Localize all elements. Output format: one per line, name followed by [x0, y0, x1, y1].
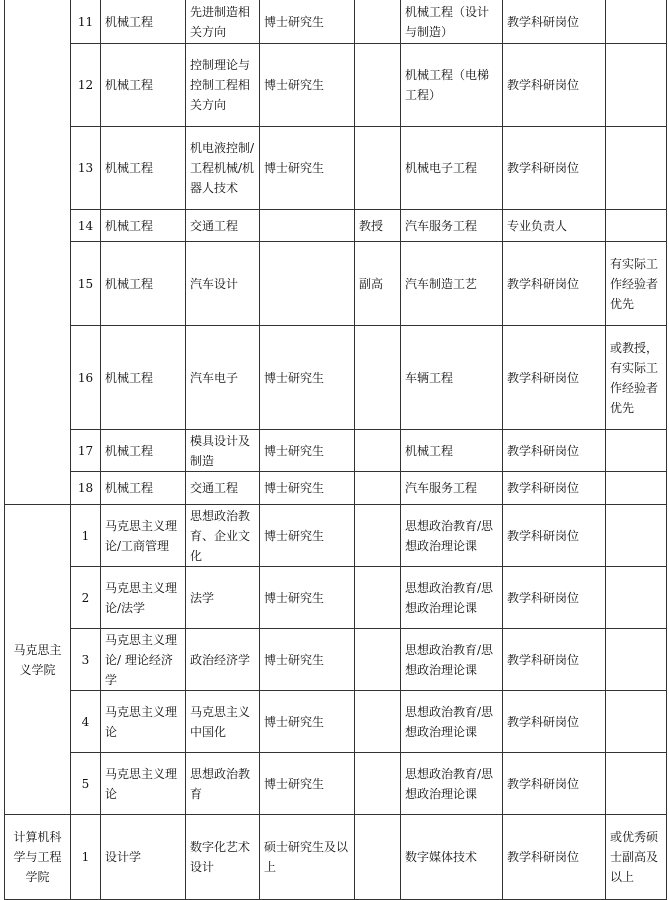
note-cell: 有实际工作经验者优先	[606, 242, 667, 326]
note-cell	[606, 753, 667, 815]
course-cell: 机械电子工程	[401, 127, 503, 210]
direction-cell: 机电液控制/工程机械/机器人技术	[186, 127, 260, 210]
major-cell: 机械工程	[101, 326, 186, 430]
note-cell	[606, 629, 667, 691]
row-number: 11	[71, 0, 101, 44]
note-cell	[606, 430, 667, 472]
row-number: 18	[71, 472, 101, 505]
degree-cell: 博士研究生	[260, 127, 355, 210]
degree-cell: 博士研究生	[260, 505, 355, 567]
major-cell: 机械工程	[101, 472, 186, 505]
direction-cell: 思想政治教育	[186, 753, 260, 815]
row-number: 15	[71, 242, 101, 326]
course-cell: 汽车服务工程	[401, 472, 503, 505]
direction-cell: 思想政治教育、企业文化	[186, 505, 260, 567]
table-row	[5, 326, 667, 430]
degree-cell: 硕士研究生及以上	[260, 815, 355, 900]
course-cell: 数字媒体技术	[401, 815, 503, 900]
table-row	[5, 210, 667, 242]
direction-cell: 政治经济学	[186, 629, 260, 691]
course-cell: 汽车服务工程	[401, 210, 503, 242]
course-cell: 思想政治教育/思想政治理论课	[401, 753, 503, 815]
row-number: 4	[71, 691, 101, 753]
post-cell: 教学科研岗位	[503, 242, 606, 326]
row-number: 16	[71, 326, 101, 430]
table-row	[5, 0, 667, 44]
department-cell: 马克思主义学院	[5, 505, 71, 815]
title-cell	[355, 430, 401, 472]
table-row	[5, 567, 667, 629]
course-cell: 思想政治教育/思想政治理论课	[401, 567, 503, 629]
post-cell: 教学科研岗位	[503, 430, 606, 472]
direction-cell: 交通工程	[186, 210, 260, 242]
note-cell	[606, 567, 667, 629]
title-cell	[355, 753, 401, 815]
degree-cell: 博士研究生	[260, 326, 355, 430]
course-cell: 车辆工程	[401, 326, 503, 430]
title-cell	[355, 326, 401, 430]
direction-cell: 先进制造相关方向	[186, 0, 260, 44]
major-cell: 机械工程	[101, 430, 186, 472]
major-cell: 马克思主义理论	[101, 753, 186, 815]
degree-cell: 博士研究生	[260, 629, 355, 691]
degree-cell	[260, 242, 355, 326]
note-cell	[606, 472, 667, 505]
title-cell	[355, 505, 401, 567]
department-cell	[5, 0, 71, 505]
table-row	[5, 691, 667, 753]
post-cell: 教学科研岗位	[503, 44, 606, 127]
direction-cell: 控制理论与控制工程相关方向	[186, 44, 260, 127]
table-row	[5, 505, 667, 567]
course-cell: 机械工程	[401, 430, 503, 472]
course-cell: 汽车制造工艺	[401, 242, 503, 326]
direction-cell: 模具设计及制造	[186, 430, 260, 472]
degree-cell: 博士研究生	[260, 691, 355, 753]
major-cell: 机械工程	[101, 210, 186, 242]
post-cell: 专业负责人	[503, 210, 606, 242]
direction-cell: 交通工程	[186, 472, 260, 505]
degree-cell: 博士研究生	[260, 567, 355, 629]
row-number: 3	[71, 629, 101, 691]
post-cell: 教学科研岗位	[503, 472, 606, 505]
post-cell: 教学科研岗位	[503, 326, 606, 430]
direction-cell: 汽车电子	[186, 326, 260, 430]
title-cell	[355, 567, 401, 629]
post-cell: 教学科研岗位	[503, 753, 606, 815]
title-cell	[355, 629, 401, 691]
note-cell	[606, 210, 667, 242]
degree-cell: 博士研究生	[260, 44, 355, 127]
title-cell	[355, 127, 401, 210]
table-row	[5, 472, 667, 505]
note-cell	[606, 127, 667, 210]
note-cell: 或优秀硕士副高及以上	[606, 815, 667, 900]
row-number: 13	[71, 127, 101, 210]
department-cell: 计算机科学与工程学院	[5, 815, 71, 900]
table-row	[5, 753, 667, 815]
course-cell: 思想政治教育/思想政治理论课	[401, 691, 503, 753]
row-number: 12	[71, 44, 101, 127]
title-cell	[355, 691, 401, 753]
row-number: 17	[71, 430, 101, 472]
post-cell: 教学科研岗位	[503, 567, 606, 629]
post-cell: 教学科研岗位	[503, 127, 606, 210]
table-row	[5, 430, 667, 472]
note-cell: 或教授，有实际工作经验者优先	[606, 326, 667, 430]
major-cell: 机械工程	[101, 44, 186, 127]
title-cell	[355, 472, 401, 505]
title-cell	[355, 815, 401, 900]
table-row	[5, 242, 667, 326]
post-cell: 教学科研岗位	[503, 505, 606, 567]
degree-cell: 博士研究生	[260, 472, 355, 505]
major-cell: 设计学	[101, 815, 186, 900]
row-number: 14	[71, 210, 101, 242]
post-cell: 教学科研岗位	[503, 629, 606, 691]
table-row	[5, 127, 667, 210]
title-cell: 副高	[355, 242, 401, 326]
title-cell	[355, 0, 401, 44]
major-cell: 马克思主义理论/工商管理	[101, 505, 186, 567]
note-cell	[606, 691, 667, 753]
post-cell: 教学科研岗位	[503, 691, 606, 753]
row-number: 1	[71, 815, 101, 900]
degree-cell	[260, 210, 355, 242]
note-cell	[606, 44, 667, 127]
course-cell: 思想政治教育/思想政治理论课	[401, 629, 503, 691]
course-cell: 机械工程（设计与制造）	[401, 0, 503, 44]
direction-cell: 汽车设计	[186, 242, 260, 326]
title-cell: 教授	[355, 210, 401, 242]
row-number: 5	[71, 753, 101, 815]
course-cell: 机械工程（电梯工程）	[401, 44, 503, 127]
degree-cell: 博士研究生	[260, 753, 355, 815]
title-cell	[355, 44, 401, 127]
table-row	[5, 44, 667, 127]
table-row	[5, 815, 667, 900]
major-cell: 机械工程	[101, 242, 186, 326]
table-row	[5, 629, 667, 691]
major-cell: 马克思主义理论	[101, 691, 186, 753]
recruitment-table	[4, 0, 667, 900]
note-cell	[606, 505, 667, 567]
note-cell	[606, 0, 667, 44]
direction-cell: 马克思主义中国化	[186, 691, 260, 753]
major-cell: 机械工程	[101, 0, 186, 44]
course-cell: 思想政治教育/思想政治理论课	[401, 505, 503, 567]
direction-cell: 法学	[186, 567, 260, 629]
major-cell: 马克思主义理论/法学	[101, 567, 186, 629]
degree-cell: 博士研究生	[260, 0, 355, 44]
post-cell: 教学科研岗位	[503, 0, 606, 44]
row-number: 2	[71, 567, 101, 629]
degree-cell: 博士研究生	[260, 430, 355, 472]
direction-cell: 数字化艺术设计	[186, 815, 260, 900]
row-number: 1	[71, 505, 101, 567]
post-cell: 教学科研岗位	[503, 815, 606, 900]
major-cell: 机械工程	[101, 127, 186, 210]
major-cell: 马克思主义理论/ 理论经济学	[101, 629, 186, 691]
